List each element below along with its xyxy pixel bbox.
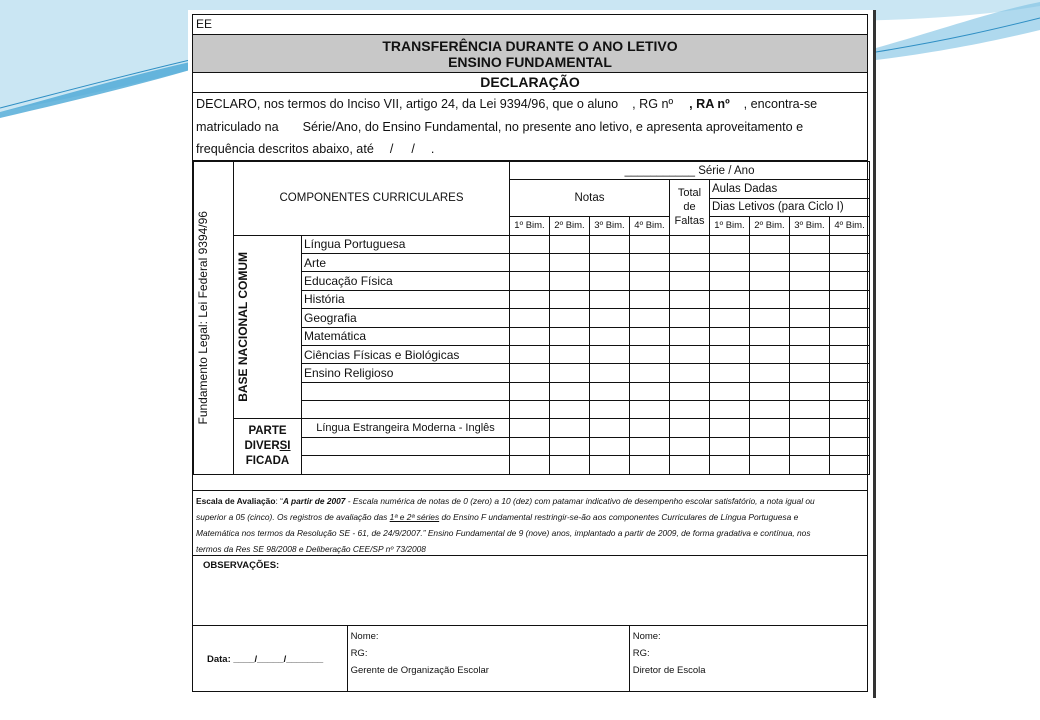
aulas-cell[interactable] — [710, 290, 750, 308]
grade-cell[interactable] — [590, 309, 630, 327]
grade-cell[interactable] — [630, 401, 670, 419]
declaration-text-c4: . — [430, 142, 435, 156]
escala-label: Escala de Avaliação — [196, 496, 276, 506]
subject-cell-empty[interactable] — [302, 382, 510, 400]
subject-cell: Ensino Religioso — [302, 364, 510, 382]
aulas-cell[interactable] — [750, 419, 790, 437]
aulas-cell[interactable] — [710, 272, 750, 290]
grade-cell[interactable] — [590, 327, 630, 345]
document-title — [193, 35, 867, 73]
aulas-cell[interactable] — [710, 364, 750, 382]
grade-cell[interactable] — [630, 345, 670, 363]
aulas-cell[interactable] — [830, 309, 870, 327]
aulas-cell[interactable] — [710, 235, 750, 253]
aulas-cell[interactable] — [790, 419, 830, 437]
base-nacional-cell — [234, 235, 302, 419]
aulas-cell[interactable] — [790, 235, 830, 253]
grade-cell[interactable] — [510, 235, 550, 253]
faltas-cell[interactable] — [670, 382, 710, 400]
bim-4-aulas: 4º Bim. — [830, 217, 870, 235]
aulas-cell[interactable] — [830, 235, 870, 253]
manager-role-label: Gerente de Organização Escolar — [350, 665, 489, 676]
faltas-cell[interactable] — [670, 401, 710, 419]
date-field[interactable]: Data: ____/_____/_______ — [193, 626, 348, 692]
faltas-cell[interactable] — [670, 419, 710, 437]
grade-cell[interactable] — [630, 272, 670, 290]
escala-line-4: termos da Res SE 98/2008 e Deliberação CEE/SP nº 73/2008 — [196, 544, 426, 554]
aulas-cell[interactable] — [710, 382, 750, 400]
aulas-cell[interactable] — [790, 401, 830, 419]
total-faltas-header: Total de Faltas — [670, 180, 710, 235]
escala-line-2 — [196, 509, 864, 525]
subject-cell-empty[interactable] — [302, 456, 510, 474]
declaration-text-a3: , RA nº — [689, 97, 730, 111]
grade-cell[interactable] — [630, 382, 670, 400]
aulas-cell[interactable] — [710, 309, 750, 327]
bim-4-notas: 4º Bim. — [630, 217, 670, 235]
aulas-cell[interactable] — [830, 290, 870, 308]
aulas-cell[interactable] — [710, 345, 750, 363]
faltas-cell[interactable] — [670, 235, 710, 253]
declaration-text-c2: / — [389, 142, 394, 156]
grade-cell[interactable] — [510, 419, 550, 437]
aulas-cell[interactable] — [710, 419, 750, 437]
transfer-document — [188, 10, 876, 698]
grade-cell[interactable] — [630, 327, 670, 345]
aulas-cell[interactable] — [750, 364, 790, 382]
components-header: COMPONENTES CURRICULARES — [234, 162, 510, 236]
aulas-cell[interactable] — [830, 345, 870, 363]
manager-rg-label: RG: — [350, 648, 368, 659]
bim-1-notas: 1º Bim. — [510, 217, 550, 235]
declaration-text-b2: Série/Ano, do Ensino Fundamental, no presente ano letivo, e apresenta aproveitamento e — [302, 119, 804, 134]
grade-cell[interactable] — [630, 290, 670, 308]
school-field: EE — [193, 15, 867, 35]
director-rg-label: RG: — [632, 648, 650, 659]
grade-cell[interactable] — [510, 290, 550, 308]
grade-cell[interactable] — [550, 382, 590, 400]
manager-name-label: Nome: — [350, 631, 379, 642]
grade-cell[interactable] — [550, 401, 590, 419]
grade-cell[interactable] — [550, 272, 590, 290]
aulas-cell[interactable] — [750, 437, 790, 455]
grade-cell[interactable] — [590, 235, 630, 253]
subject-cell: Língua Portuguesa — [302, 235, 510, 253]
aulas-cell[interactable] — [750, 253, 790, 271]
grade-cell[interactable] — [630, 309, 670, 327]
declaration-text-c1: frequência descritos abaixo, até — [196, 142, 374, 156]
parte-line-2b: SI — [279, 440, 291, 453]
grade-cell[interactable] — [550, 364, 590, 382]
grade-cell[interactable] — [550, 253, 590, 271]
observations-label: OBSERVAÇÕES: — [203, 560, 280, 571]
aulas-cell[interactable] — [790, 364, 830, 382]
subject-cell-empty[interactable] — [302, 401, 510, 419]
grade-cell[interactable] — [510, 253, 550, 271]
grade-cell[interactable] — [630, 419, 670, 437]
title-line-1: TRANSFERÊNCIA DURANTE O ANO LETIVO — [382, 38, 678, 54]
parte-diversificada-cell — [234, 419, 302, 474]
director-signature-block[interactable] — [630, 626, 867, 692]
aulas-cell[interactable] — [750, 309, 790, 327]
declaration-text-a4: , encontra-se — [743, 97, 818, 111]
grade-cell[interactable] — [590, 456, 630, 474]
grade-cell[interactable] — [630, 456, 670, 474]
aulas-cell[interactable] — [750, 401, 790, 419]
form-sheet — [192, 14, 868, 692]
subject-cell: Ciências Físicas e Biológicas — [302, 345, 510, 363]
aulas-cell[interactable] — [830, 272, 870, 290]
declaration-text-a1: DECLARO, nos termos do Inciso VII, artigo 24, da Lei 9394/96, que o aluno — [196, 97, 619, 111]
bim-3-notas: 3º Bim. — [590, 217, 630, 235]
escala-t2: A partir de 2007 — [282, 496, 346, 506]
escala-t3: - Escala numérica de notas de 0 (zero) a 10 (dez) com patamar indicativo de desempenho escolar satisfatório, a nota igual ou — [345, 496, 815, 506]
faltas-cell[interactable] — [670, 364, 710, 382]
grade-cell[interactable] — [590, 401, 630, 419]
aulas-cell[interactable] — [750, 456, 790, 474]
signature-footer — [193, 626, 867, 692]
aulas-dadas-header: Aulas Dadas — [710, 180, 870, 198]
grade-cell[interactable] — [510, 382, 550, 400]
grade-cell[interactable] — [510, 272, 550, 290]
declaration-line-3 — [196, 138, 864, 161]
escala-l2b: 1ª e 2ª séries — [389, 512, 440, 522]
grade-cell[interactable] — [550, 419, 590, 437]
subject-cell: Educação Física — [302, 272, 510, 290]
grade-cell[interactable] — [550, 235, 590, 253]
aulas-cell[interactable] — [830, 364, 870, 382]
faltas-cell[interactable] — [670, 456, 710, 474]
grade-cell[interactable] — [590, 419, 630, 437]
grade-cell[interactable] — [630, 364, 670, 382]
declaration-text-a2: , RG nº — [632, 97, 674, 111]
grade-cell[interactable] — [630, 235, 670, 253]
bim-2-aulas: 2º Bim. — [750, 217, 790, 235]
grade-cell[interactable] — [590, 272, 630, 290]
aulas-cell[interactable] — [830, 456, 870, 474]
aulas-cell[interactable] — [710, 253, 750, 271]
escala-line-1 — [196, 493, 864, 509]
legal-basis-cell — [194, 162, 234, 475]
escala-l2a: superior a 05 (cinco). Os registros de avaliação das — [196, 512, 390, 522]
aulas-cell[interactable] — [710, 437, 750, 455]
aulas-cell[interactable] — [830, 382, 870, 400]
subject-cell: Língua Estrangeira Moderna - Inglês — [302, 419, 510, 437]
aulas-cell[interactable] — [830, 253, 870, 271]
aulas-cell[interactable] — [790, 345, 830, 363]
grade-cell[interactable] — [550, 327, 590, 345]
grade-cell[interactable] — [510, 437, 550, 455]
aulas-cell[interactable] — [750, 345, 790, 363]
aulas-cell[interactable] — [790, 382, 830, 400]
aulas-cell[interactable] — [830, 327, 870, 345]
grade-cell[interactable] — [590, 382, 630, 400]
grade-cell[interactable] — [510, 345, 550, 363]
faltas-cell[interactable] — [670, 253, 710, 271]
subject-cell: Arte — [302, 253, 510, 271]
bim-3-aulas: 3º Bim. — [790, 217, 830, 235]
grade-cell[interactable] — [550, 456, 590, 474]
subject-cell: História — [302, 290, 510, 308]
grade-cell[interactable] — [510, 456, 550, 474]
faltas-cell[interactable] — [670, 290, 710, 308]
table-row — [194, 419, 870, 437]
aulas-cell[interactable] — [790, 309, 830, 327]
grade-cell[interactable] — [510, 401, 550, 419]
grade-cell[interactable] — [590, 364, 630, 382]
table-row — [194, 235, 870, 253]
title-line-2: ENSINO FUNDAMENTAL — [448, 54, 612, 70]
aulas-cell[interactable] — [790, 327, 830, 345]
parte-line-2a: DIVER — [244, 440, 280, 453]
series-label: Série / Ano — [698, 164, 755, 177]
escala-line-3: Matemática nos termos da Resolução SE - 61, de 24/9/2007.” Ensino Fundamental de 9 (nove) anos, implantado a partir de 2009, de forma gradativa e contínua, nos — [196, 528, 811, 538]
grade-cell[interactable] — [550, 345, 590, 363]
faltas-cell[interactable] — [670, 309, 710, 327]
grade-cell[interactable] — [550, 437, 590, 455]
aulas-cell[interactable] — [830, 437, 870, 455]
grades-table — [193, 161, 870, 475]
aulas-cell[interactable] — [750, 235, 790, 253]
director-name-label: Nome: — [632, 631, 661, 642]
aulas-cell[interactable] — [790, 456, 830, 474]
faltas-cell[interactable] — [670, 327, 710, 345]
faltas-cell[interactable] — [670, 345, 710, 363]
escala-t1: : “ — [275, 496, 283, 506]
aulas-cell[interactable] — [710, 327, 750, 345]
declaration-line-1 — [196, 93, 864, 116]
director-role-label: Diretor de Escola — [632, 665, 706, 676]
grade-cell[interactable] — [510, 327, 550, 345]
grade-cell[interactable] — [630, 253, 670, 271]
notas-header: Notas — [510, 180, 670, 217]
observations-field[interactable] — [193, 556, 867, 626]
declaration-text-c3: / — [411, 142, 415, 156]
aulas-cell[interactable] — [710, 401, 750, 419]
grade-cell[interactable] — [550, 290, 590, 308]
grade-cell[interactable] — [510, 309, 550, 327]
grade-cell[interactable] — [590, 437, 630, 455]
aulas-cell[interactable] — [790, 437, 830, 455]
grade-cell[interactable] — [590, 253, 630, 271]
faltas-cell[interactable] — [670, 437, 710, 455]
aulas-cell[interactable] — [830, 419, 870, 437]
bim-1-aulas: 1º Bim. — [710, 217, 750, 235]
aulas-cell[interactable] — [750, 272, 790, 290]
aulas-cell[interactable] — [750, 382, 790, 400]
evaluation-scale-note — [193, 490, 867, 556]
legal-basis-label: Fundamento Legal: Lei Federal 9394/96 — [196, 211, 210, 425]
escala-l2c: do Ensino F undamental restringir-se-ão aos componentes Curriculares de Língua Portuguesa e — [439, 512, 799, 522]
aulas-cell[interactable] — [790, 290, 830, 308]
subject-cell-empty[interactable] — [302, 437, 510, 455]
subject-cell: Geografia — [302, 309, 510, 327]
series-header — [510, 162, 870, 180]
bim-2-notas: 2º Bim. — [550, 217, 590, 235]
grade-cell[interactable] — [590, 290, 630, 308]
grade-cell[interactable] — [510, 364, 550, 382]
series-blank: ___________ — [624, 164, 695, 177]
aulas-cell[interactable] — [710, 456, 750, 474]
aulas-cell[interactable] — [790, 253, 830, 271]
parte-line-3: FICADA — [245, 455, 290, 468]
base-nacional-label: BASE NACIONAL COMUM — [236, 252, 250, 402]
faltas-cell[interactable] — [670, 272, 710, 290]
manager-signature-block[interactable] — [348, 626, 630, 692]
aulas-cell[interactable] — [830, 401, 870, 419]
grade-cell[interactable] — [630, 437, 670, 455]
declaration-text-b1: matriculado na — [196, 119, 279, 134]
parte-line-2 — [236, 439, 299, 454]
aulas-cell[interactable] — [750, 290, 790, 308]
aulas-cell[interactable] — [750, 327, 790, 345]
declaration-heading: DECLARAÇÃO — [193, 73, 867, 93]
grade-cell[interactable] — [590, 345, 630, 363]
dias-letivos-header: Dias Letivos (para Ciclo I) — [710, 198, 870, 216]
subject-cell: Matemática — [302, 327, 510, 345]
grade-cell[interactable] — [550, 309, 590, 327]
parte-line-1: PARTE — [248, 425, 287, 438]
declaration-text — [193, 93, 867, 161]
declaration-line-2 — [196, 116, 864, 139]
aulas-cell[interactable] — [790, 272, 830, 290]
